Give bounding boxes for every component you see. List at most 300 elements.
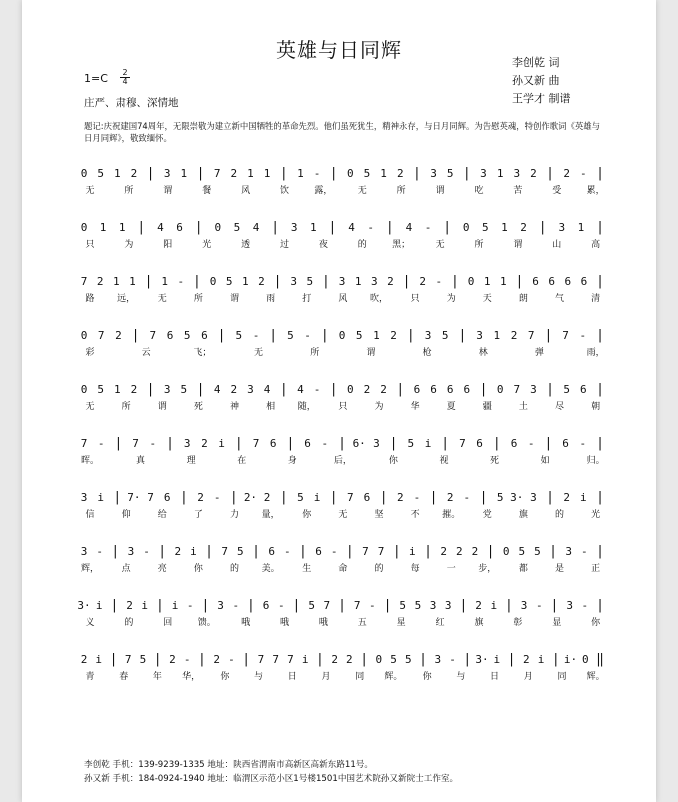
- barline: |: [217, 328, 226, 343]
- score-note: 2: [201, 437, 208, 450]
- lyric-syllable: 苦: [513, 186, 523, 196]
- score-note: -: [213, 491, 221, 504]
- score-line: [77, 598, 604, 628]
- score-note: 6: [532, 275, 539, 288]
- lyric-syllable: 你: [220, 672, 230, 682]
- score-note: 3: [444, 599, 452, 612]
- score-note: 2: [130, 383, 138, 396]
- score-note: 6: [463, 383, 471, 396]
- lyric-syllable: 谓: [157, 402, 167, 412]
- score-note: 4: [405, 221, 413, 234]
- lyric-syllable: 显: [552, 618, 562, 628]
- barline: |: [550, 598, 559, 613]
- score-note: 6: [201, 329, 208, 342]
- lyric-syllable: 后，: [333, 456, 352, 466]
- lyric-syllable: 枪: [422, 348, 432, 358]
- score-note: 7: [353, 599, 361, 612]
- score-note: 2: [446, 491, 454, 504]
- lyric-syllable: 你: [422, 672, 432, 682]
- lyric-syllable: 哦: [279, 618, 290, 628]
- barline: |: [234, 436, 243, 451]
- lyric-syllable: 与: [456, 672, 466, 682]
- lyric-syllable: 理: [186, 456, 196, 466]
- score-note: -: [581, 545, 588, 558]
- score-note: -: [143, 545, 150, 558]
- lyric-syllable: 一: [446, 564, 456, 574]
- lyric-syllable: 同: [557, 672, 567, 682]
- lyric-syllable: 远，: [117, 294, 136, 304]
- barline: |: [279, 166, 288, 181]
- barline: |: [596, 166, 604, 181]
- barline: |: [114, 436, 123, 451]
- lyric-syllable: 华，: [182, 672, 201, 682]
- score-line: [81, 220, 604, 250]
- lyric-syllable: 摧。: [442, 510, 461, 520]
- barline: |: [111, 544, 120, 559]
- score-note: 6: [476, 437, 483, 450]
- lyric-syllable: 气: [555, 294, 565, 304]
- score-note: 6: [163, 491, 171, 504]
- lyric-syllable: 正: [591, 564, 601, 574]
- score-note: i: [95, 653, 103, 666]
- score-note: 1: [380, 167, 387, 180]
- score-note: 0: [496, 383, 504, 396]
- lyric-syllable: 谓: [163, 186, 173, 196]
- score-note: 3·: [475, 653, 489, 666]
- score-note: 1: [499, 275, 507, 288]
- score-note: 2: [130, 167, 138, 180]
- lyric-syllable: 只: [85, 240, 95, 250]
- lyric-syllable: 你: [591, 618, 601, 628]
- lyric-syllable: 无: [357, 186, 367, 196]
- barline: ‖: [596, 652, 604, 667]
- lyric-syllable: 吹，: [369, 294, 388, 304]
- lyric-syllable: 亮: [157, 564, 167, 574]
- score-note: 3: [370, 275, 378, 288]
- barline: |: [328, 220, 337, 235]
- score-note: 3: [530, 383, 537, 396]
- score-note: 6: [268, 545, 275, 558]
- barline: |: [385, 220, 394, 235]
- tempo-mood-marking: 庄严、肃穆、深情地: [84, 97, 179, 109]
- score-note: i: [218, 437, 225, 450]
- score-note: 0: [502, 545, 510, 558]
- score-note: 1: [99, 221, 107, 234]
- score-note: 1: [577, 221, 585, 234]
- score-note: 5: [97, 167, 104, 180]
- barline: |: [198, 652, 206, 667]
- lyric-syllable: 日: [287, 672, 297, 682]
- lyric-syllable: 的: [229, 564, 239, 574]
- lyric-syllable: 你: [388, 456, 398, 466]
- lyric-syllable: 的: [374, 564, 384, 574]
- score-note: 0: [581, 653, 589, 666]
- score-note: 5: [390, 653, 397, 666]
- score-note: 3: [217, 599, 224, 612]
- score-note: 2: [471, 545, 479, 558]
- score-note: 2: [363, 383, 371, 396]
- lyric-syllable: 为: [446, 294, 456, 304]
- barline: |: [596, 598, 604, 613]
- dedication-text: 题记:庆祝建国74周年，无限崇敬为建立新中国牺牲的革命先烈。他们虽死犹生，精神永存，与日月同辉。为告慰英魂，特创作歌词《英雄与日月同辉》，敬致缅怀。: [84, 121, 600, 143]
- score-note: 7: [323, 599, 331, 612]
- score-note: 3: [520, 599, 528, 612]
- score-note: 5: [414, 599, 422, 612]
- barline: |: [158, 544, 167, 559]
- score-note: 2: [169, 653, 176, 666]
- score-note: 6: [564, 275, 572, 288]
- lyric-syllable: 无: [85, 402, 95, 412]
- lyric-syllable: 所: [396, 186, 406, 196]
- key-signature: 1=C: [84, 72, 108, 85]
- score-note: 5: [235, 329, 243, 342]
- score-note: 1: [118, 221, 126, 234]
- barline: |: [321, 274, 330, 289]
- barline: |: [196, 166, 205, 181]
- score-note: i: [537, 653, 545, 666]
- score-note: 3: [476, 329, 483, 342]
- lyric-syllable: 透: [241, 240, 251, 250]
- lyric-syllable: 山: [552, 240, 562, 250]
- barline: |: [113, 490, 122, 505]
- barline: |: [146, 382, 155, 397]
- barline: |: [273, 274, 282, 289]
- score-note: 2: [230, 167, 238, 180]
- lyric-syllable: 春: [119, 672, 129, 682]
- barline: |: [329, 490, 338, 505]
- barline: |: [596, 544, 604, 559]
- score-note: -: [252, 329, 260, 342]
- score-note: 2: [396, 491, 404, 504]
- lyric-syllable: 死: [490, 456, 500, 466]
- score-note: 7·: [127, 491, 141, 504]
- lyric-syllable: 命: [338, 564, 348, 574]
- score-note: 2: [331, 653, 338, 666]
- score-note: 6: [580, 383, 587, 396]
- lyric-syllable: 所: [474, 240, 484, 250]
- score-note: 3: [373, 437, 380, 450]
- lyric-syllable: 死: [193, 402, 203, 412]
- score-note: 7: [147, 491, 154, 504]
- score-note: -: [435, 275, 443, 288]
- score-note: 5: [563, 383, 571, 396]
- score-note: 6: [430, 383, 437, 396]
- lyric-syllable: 信: [85, 510, 95, 520]
- score-note: -: [580, 167, 587, 180]
- score-note: 3: [183, 437, 191, 450]
- score-note: 1: [112, 275, 120, 288]
- lyric-syllable: 量，: [261, 510, 280, 520]
- lyric-syllable: 月: [321, 672, 331, 682]
- score-note: i·: [563, 653, 578, 666]
- score-note: 5: [355, 329, 363, 342]
- lyric-syllable: 光: [591, 510, 601, 520]
- score-note: 2·: [243, 491, 258, 504]
- score-note: 5: [446, 167, 454, 180]
- barline: |: [329, 382, 338, 397]
- lyric-syllable: 吃: [474, 186, 484, 196]
- barline: |: [486, 544, 495, 559]
- lyric-syllable: 给: [157, 510, 167, 520]
- score-note: 2: [80, 653, 88, 666]
- barline: |: [329, 166, 338, 181]
- barline: |: [479, 382, 488, 397]
- lyric-syllable: 回: [163, 618, 173, 628]
- lyric-syllable: 谓: [435, 186, 445, 196]
- barline: |: [546, 382, 554, 397]
- score-note: 4: [252, 221, 260, 234]
- score-note: 3: [127, 545, 135, 558]
- score-note: 1: [113, 167, 121, 180]
- lyric-syllable: 朝: [591, 402, 601, 412]
- score-note: -: [330, 545, 338, 558]
- score-note: 7: [257, 653, 265, 666]
- score-note: 7: [221, 545, 229, 558]
- score-note: 2: [563, 491, 571, 504]
- score-note: 0: [80, 167, 88, 180]
- lyric-syllable: 美。: [261, 564, 280, 574]
- barline: |: [379, 490, 388, 505]
- score-note: -: [149, 437, 157, 450]
- barline: |: [338, 598, 346, 613]
- score-note: 6: [446, 383, 454, 396]
- score-note: 7: [362, 545, 369, 558]
- score-note: 1: [161, 275, 168, 288]
- score-note: 2: [174, 545, 182, 558]
- lyric-syllable: 阳: [163, 240, 173, 250]
- lyric-syllable: 风: [338, 294, 348, 304]
- barline: |: [596, 328, 604, 343]
- score-note: 5: [496, 491, 504, 504]
- lyric-syllable: 餐: [202, 186, 212, 196]
- lyric-syllable: 弹: [534, 348, 545, 358]
- score-note: 5: [399, 599, 407, 612]
- score-note: 3: [163, 167, 171, 180]
- score-line: [81, 166, 605, 196]
- barline: |: [298, 544, 307, 559]
- barline: |: [229, 490, 238, 505]
- barline: |: [315, 652, 324, 667]
- score-note: -: [413, 491, 421, 504]
- score-line: [81, 382, 604, 412]
- score-note: i: [409, 545, 416, 558]
- lyric-syllable: 饮: [279, 186, 290, 196]
- song-title: 英雄与日同辉: [276, 38, 402, 62]
- score-note: 3: [424, 329, 432, 342]
- lyric-syllable: 日: [490, 672, 500, 682]
- lyric-syllable: 彩: [85, 348, 95, 358]
- barline: |: [338, 436, 346, 451]
- barline: |: [396, 382, 405, 397]
- barline: |: [441, 436, 450, 451]
- lyricist-contact: 李创乾 手机：139-9239-1335 地址：陕西省渭南市高新区高新东路11号。: [84, 760, 373, 770]
- lyric-syllable: 身: [287, 456, 297, 466]
- score-note: 3: [290, 275, 297, 288]
- score-note: 7: [513, 383, 521, 396]
- score-note: 2: [387, 275, 394, 288]
- lyric-syllable: 星: [396, 618, 406, 628]
- barline: |: [596, 436, 604, 451]
- score-note: 6: [363, 491, 371, 504]
- lyric-syllable: 辉。: [586, 672, 605, 682]
- score-note: -: [579, 329, 587, 342]
- barline: |: [402, 274, 411, 289]
- score-note: 6: [262, 599, 270, 612]
- score-note: 4: [157, 221, 164, 234]
- lyric-syllable: 月: [523, 672, 533, 682]
- barline: |: [596, 220, 604, 235]
- lyric-syllable: 受: [552, 186, 562, 196]
- lyric-syllable: 无: [338, 510, 348, 520]
- score-note: -: [579, 437, 587, 450]
- score-note: 2: [258, 275, 265, 288]
- barline: |: [458, 328, 467, 343]
- score-note: 5: [233, 221, 241, 234]
- score-note: 3: [80, 491, 88, 504]
- score-note: 0: [338, 329, 346, 342]
- score-note: 2: [346, 653, 353, 666]
- lyric-syllable: 无: [254, 348, 264, 358]
- barline: |: [279, 490, 288, 505]
- barline: |: [252, 544, 260, 559]
- lyric-syllable: 谓: [229, 294, 239, 304]
- barline: |: [286, 436, 295, 451]
- lyric-syllable: 所: [310, 348, 320, 358]
- score-note: 1: [297, 167, 304, 180]
- lyric-syllable: 路: [85, 294, 95, 304]
- lyric-syllable: 哦: [241, 618, 251, 628]
- score-note: 2: [115, 329, 122, 342]
- score-note: 1: [493, 329, 501, 342]
- score-note: 2: [455, 545, 463, 558]
- lyric-syllable: 打: [302, 294, 312, 304]
- score-note: i: [171, 599, 179, 612]
- score-note: 2: [263, 491, 271, 504]
- lyric-syllable: 馈。: [197, 618, 216, 628]
- score-note: 3: [290, 221, 298, 234]
- lyric-syllable: 年: [152, 672, 162, 682]
- score-note: 0: [80, 383, 88, 396]
- barline: |: [507, 652, 516, 667]
- barline: |: [269, 328, 278, 343]
- score-note: 6: [269, 437, 277, 450]
- lyric-syllable: 旗: [474, 618, 484, 628]
- barline: |: [179, 490, 188, 505]
- lyric-syllable: 如: [540, 456, 550, 466]
- score-note: 1: [180, 167, 188, 180]
- score-line: [81, 652, 605, 682]
- lyric-syllable: 点: [121, 564, 131, 574]
- score-note: -: [581, 599, 589, 612]
- score-note: 7: [377, 545, 385, 558]
- score-note: 3: [480, 167, 487, 180]
- score-note: 6: [510, 437, 518, 450]
- score-note: 2: [390, 329, 397, 342]
- lyric-syllable: 光: [202, 240, 212, 250]
- score-note: -: [277, 599, 285, 612]
- barline: |: [596, 490, 604, 505]
- score-note: 5: [405, 653, 412, 666]
- lyric-syllable: 随，: [297, 402, 316, 412]
- score-note: 1: [496, 167, 504, 180]
- score-note: 0: [467, 275, 475, 288]
- score-note: -: [96, 545, 103, 558]
- score-note: 4: [263, 383, 271, 396]
- lyric-syllable: 的: [555, 510, 565, 520]
- score-note: -: [463, 491, 471, 504]
- lyric-syllable: 五: [357, 618, 367, 628]
- barline: |: [201, 598, 210, 613]
- score-note: 5: [518, 545, 526, 558]
- barline: |: [166, 436, 174, 451]
- score-note: -: [183, 653, 191, 666]
- lyric-syllable: 在: [237, 456, 247, 466]
- score-note: 2: [522, 653, 530, 666]
- barline: |: [196, 382, 205, 397]
- score-note: 2: [213, 653, 220, 666]
- lyric-syllable: 是: [555, 564, 565, 574]
- score-note: 3·: [77, 599, 91, 612]
- score-note: 6: [315, 545, 322, 558]
- lyric-syllable: 哦: [318, 618, 328, 628]
- score-note: 1: [373, 329, 380, 342]
- barline: |: [109, 652, 118, 667]
- score-note: 7: [459, 437, 466, 450]
- score-note: 1: [501, 221, 508, 234]
- lyric-syllable: 风: [241, 186, 251, 196]
- barline: |: [596, 274, 604, 289]
- lyric-syllable: 都: [518, 564, 528, 574]
- lyric-syllable: 为: [124, 240, 134, 250]
- score-note: 2: [126, 599, 133, 612]
- lyric-syllable: 生: [302, 564, 312, 574]
- score-note: i: [490, 599, 498, 612]
- lyric-syllable: 天: [482, 294, 492, 304]
- score-note: 4: [213, 383, 221, 396]
- barline: |: [137, 220, 146, 235]
- score-note: 6: [562, 437, 569, 450]
- score-note: 5: [407, 437, 415, 450]
- score-note: 3: [565, 545, 573, 558]
- score-note: i: [190, 545, 197, 558]
- lyric-syllable: 疆: [482, 402, 492, 412]
- barline: |: [192, 274, 201, 289]
- score-note: 5: [482, 221, 489, 234]
- score-note: 6: [176, 221, 183, 234]
- score-note: -: [369, 599, 376, 612]
- score-note: 3·: [510, 491, 524, 504]
- lyric-syllable: 神: [229, 402, 239, 412]
- lyric-syllable: 尽: [555, 402, 565, 412]
- barline: |: [205, 544, 214, 559]
- barline: |: [538, 220, 547, 235]
- score-note: 0: [80, 329, 88, 342]
- lyric-syllable: 力: [229, 510, 239, 520]
- lyric-syllable: 你: [302, 510, 312, 520]
- score-note: 3: [513, 167, 521, 180]
- lyricist-credit: 李创乾 词: [512, 56, 560, 69]
- score-note: 4: [348, 221, 355, 234]
- barline: |: [389, 436, 398, 451]
- lyric-syllable: 过: [279, 240, 290, 250]
- score-note: 4: [297, 383, 304, 396]
- score-note: -: [177, 275, 185, 288]
- score-note: -: [367, 221, 374, 234]
- score-note: -: [449, 653, 456, 666]
- score-note: -: [304, 329, 311, 342]
- score-note: i: [580, 491, 587, 504]
- score-note: 7: [527, 329, 535, 342]
